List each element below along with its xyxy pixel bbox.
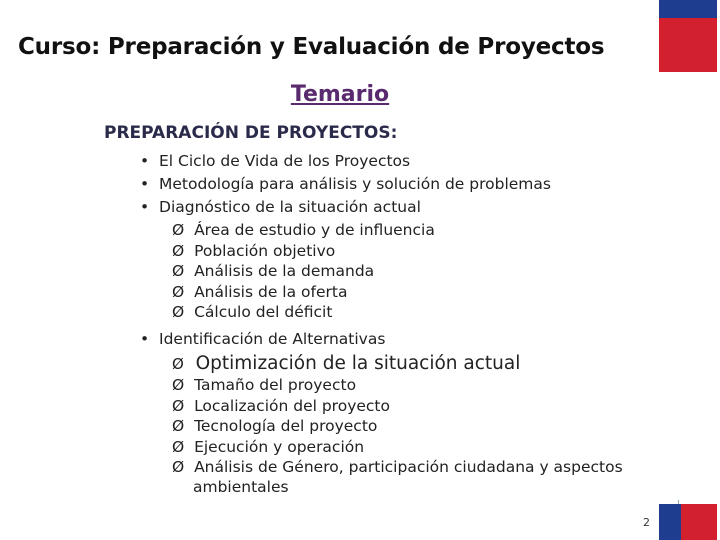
sub-list-item: Ø Optimización de la situación actual	[172, 353, 521, 374]
sub-list-item: Ø Población objetivo	[172, 242, 336, 260]
list-item: • El Ciclo de Vida de los Proyectos	[140, 152, 411, 170]
sub-list-item: Ø Análisis de la demanda	[172, 262, 375, 280]
list-item: • Diagnóstico de la situación actual	[140, 198, 421, 216]
arrow-bullet-icon: Ø	[172, 262, 185, 280]
flag-decoration-top	[659, 0, 717, 72]
arrow-bullet-icon: Ø	[172, 438, 185, 456]
sub-list-item: Ø Cálculo del déficit	[172, 303, 333, 321]
page-number: 2	[643, 516, 650, 529]
flag-decoration-bottom	[659, 504, 717, 540]
slide-title: Curso: Preparación y Evaluación de Proyectos	[18, 34, 605, 60]
sub-list-item: Ø Área de estudio y de influencia	[172, 221, 435, 239]
flag-blue-band	[659, 504, 681, 540]
flag-red-band	[659, 18, 717, 72]
arrow-bullet-icon: Ø	[172, 376, 185, 394]
arrow-bullet-icon: Ø	[172, 283, 185, 301]
flag-blue-band	[659, 0, 717, 18]
sub-list-item: Ø Ejecución y operación	[172, 438, 365, 456]
arrow-bullet-icon: Ø	[172, 242, 185, 260]
arrow-bullet-icon: Ø	[172, 397, 185, 415]
sub-list-item: Ø Tamaño del proyecto	[172, 376, 357, 394]
slide-subtitle: Temario	[290, 82, 390, 107]
list-item: • Identificación de Alternativas	[140, 330, 386, 348]
sub-list-item-continuation: ambientales	[193, 478, 289, 496]
arrow-bullet-icon: Ø	[172, 355, 184, 373]
sub-list-item: Ø Localización del proyecto	[172, 397, 390, 415]
list-item: • Metodología para análisis y solución de problemas	[140, 175, 551, 193]
sub-list-item: Ø Análisis de la oferta	[172, 283, 348, 301]
arrow-bullet-icon: Ø	[172, 458, 185, 476]
arrow-bullet-icon: Ø	[172, 417, 185, 435]
arrow-bullet-icon: Ø	[172, 221, 185, 239]
arrow-bullet-icon: Ø	[172, 303, 185, 321]
flag-red-band	[681, 504, 717, 540]
sub-list-item: Ø Tecnología del proyecto	[172, 417, 378, 435]
sub-list-item: Ø Análisis de Género, participación ciudadana y aspectos	[172, 458, 623, 476]
section-heading: PREPARACIÓN DE PROYECTOS:	[104, 123, 398, 143]
